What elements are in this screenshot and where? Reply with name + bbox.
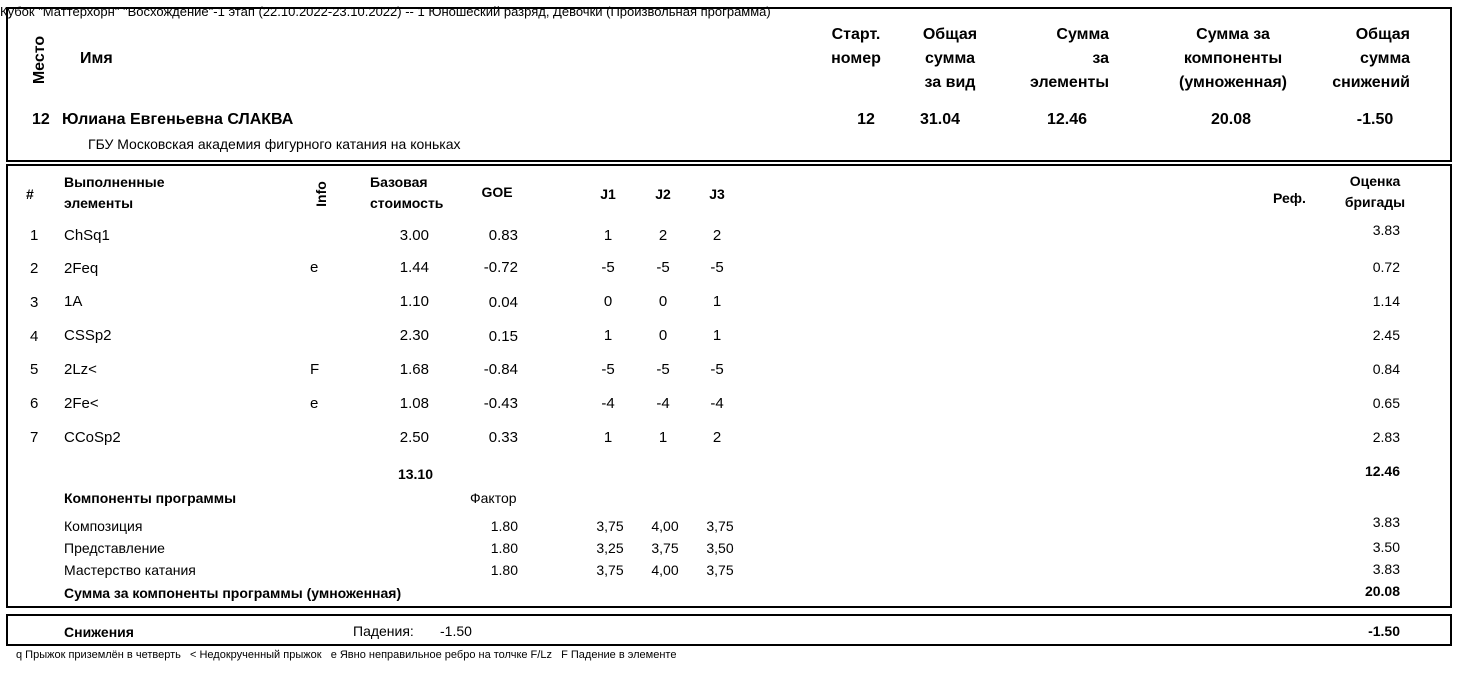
row-base: 3.00 <box>399 227 429 244</box>
falls-label: Падения: <box>353 623 414 639</box>
name-label: Имя <box>80 50 113 67</box>
col-element-header: Выполненные элементы <box>64 174 165 211</box>
component-name: Мастерство катания <box>64 562 196 578</box>
component-j2: 4,00 <box>651 562 679 578</box>
row-goe: -0.84 <box>483 361 518 378</box>
skater-total: 31.04 <box>919 111 961 128</box>
component-score: 3.83 <box>1372 514 1400 530</box>
component-j1: 3,75 <box>596 562 624 578</box>
row-j2: -5 <box>656 361 670 378</box>
component-j1: 3,25 <box>596 540 624 556</box>
component-j3: 3,75 <box>706 562 734 578</box>
row-info: e <box>310 395 319 412</box>
row-goe: 0.33 <box>488 429 518 446</box>
col-info-header: Info <box>313 181 329 207</box>
elements-sum-label: Сумма за элементы <box>1030 26 1109 91</box>
legend: q Прыжок приземлён в четверть < Недокрученный прыжок e Явно неправильное ребро на толчке F/Lz F Падение в элементе <box>16 649 677 661</box>
component-j2: 4,00 <box>651 518 679 534</box>
row-element: 2Fe< <box>64 395 99 412</box>
row-j2: 0 <box>658 293 668 310</box>
row-j3: 2 <box>712 227 722 244</box>
start-no-label: Старт. номер <box>831 26 881 67</box>
component-factor: 1.80 <box>490 540 518 556</box>
row-j1: 1 <box>603 429 613 446</box>
component-j1: 3,75 <box>596 518 624 534</box>
row-num: 6 <box>30 395 39 412</box>
row-j2: -4 <box>656 395 670 412</box>
place-label: Место <box>31 35 48 85</box>
component-j3: 3,50 <box>706 540 734 556</box>
row-element: ChSq1 <box>64 227 110 244</box>
falls-value: -1.50 <box>440 623 472 639</box>
component-factor: 1.80 <box>490 518 518 534</box>
row-score: 3.83 <box>1372 222 1400 238</box>
row-num: 7 <box>30 429 39 446</box>
row-element: 1A <box>64 293 83 310</box>
component-factor: 1.80 <box>490 562 518 578</box>
row-j1: 0 <box>603 293 613 310</box>
row-score: 0.84 <box>1372 361 1400 377</box>
row-j2: 1 <box>658 429 668 446</box>
deductions-sum-label: Общая сумма снижений <box>1332 26 1410 91</box>
row-j1: 1 <box>603 227 613 244</box>
col-j3-header: J3 <box>709 186 725 202</box>
row-j1: -5 <box>601 259 615 276</box>
row-info: F <box>310 361 320 378</box>
row-element: CSSp2 <box>64 327 112 344</box>
row-element: 2Feq <box>64 260 99 277</box>
skater-club: ГБУ Московская академия фигурного катания на коньках <box>88 136 461 152</box>
row-num: 1 <box>30 227 39 244</box>
skater-start-no: 12 <box>857 111 875 128</box>
row-j3: 1 <box>712 293 722 310</box>
elements-score-total: 12.46 <box>1364 463 1400 479</box>
row-num: 5 <box>30 361 39 378</box>
row-base: 1.08 <box>399 395 429 412</box>
row-base: 2.50 <box>399 429 429 446</box>
deductions-total: -1.50 <box>1368 623 1400 639</box>
row-num: 2 <box>30 260 39 277</box>
row-goe: 0.04 <box>488 294 518 311</box>
row-score: 0.65 <box>1372 395 1400 411</box>
skater-components: 20.08 <box>1210 111 1252 128</box>
row-goe: 0.15 <box>488 328 518 345</box>
row-goe: -0.43 <box>483 395 518 412</box>
skater-place: 12 <box>32 111 50 128</box>
event-title: Кубок "Маттерхорн" "Восхождение"-1 этап (22.10.2022-23.10.2022) -- 1 Юношеский разряд, Девочки (Произвольная программа) <box>0 4 771 19</box>
row-num: 3 <box>30 294 39 311</box>
col-goe-header: GOE <box>481 184 513 200</box>
col-score-header: Оценка бригады <box>1344 173 1406 210</box>
components-title: Компоненты программы <box>64 490 237 506</box>
row-info: e <box>310 259 319 276</box>
skater-deductions: -1.50 <box>1356 111 1394 128</box>
deductions-label: Снижения <box>64 624 134 640</box>
row-j2: 2 <box>658 227 668 244</box>
component-j3: 3,75 <box>706 518 734 534</box>
col-j1-header: J1 <box>600 186 616 202</box>
row-element: 2Lz< <box>64 361 97 378</box>
row-base: 1.68 <box>399 361 429 378</box>
row-j3: 1 <box>712 327 722 344</box>
col-base-header: Базовая стоимость <box>370 174 444 211</box>
row-goe: -0.72 <box>483 259 518 276</box>
row-j2: 0 <box>658 327 668 344</box>
component-name: Представление <box>64 540 165 556</box>
row-j1: -5 <box>601 361 615 378</box>
row-j3: -5 <box>710 361 724 378</box>
skater-name: Юлиана Евгеньевна СЛАКВА <box>62 111 294 128</box>
row-score: 2.83 <box>1372 429 1400 445</box>
component-name: Композиция <box>64 518 143 534</box>
row-base: 1.44 <box>399 259 429 276</box>
base-total: 13.10 <box>397 466 433 482</box>
row-score: 2.45 <box>1372 327 1400 343</box>
row-j3: 2 <box>712 429 722 446</box>
row-score: 1.14 <box>1372 293 1400 309</box>
row-j1: 1 <box>603 327 613 344</box>
row-j3: -5 <box>710 259 724 276</box>
row-j3: -4 <box>710 395 724 412</box>
row-base: 1.10 <box>399 293 429 310</box>
row-j1: -4 <box>601 395 615 412</box>
col-ref-header: Реф. <box>1273 190 1306 206</box>
row-base: 2.30 <box>399 327 429 344</box>
components-total-label: Сумма за компоненты программы (умноженная) <box>64 585 402 601</box>
total-label: Общая сумма за вид <box>922 26 978 91</box>
deductions-box <box>6 614 1452 646</box>
component-j2: 3,75 <box>651 540 679 556</box>
component-score: 3.50 <box>1372 539 1400 555</box>
components-total: 20.08 <box>1364 583 1400 599</box>
row-num: 4 <box>30 328 39 345</box>
component-score: 3.83 <box>1372 561 1400 577</box>
skater-elements: 12.46 <box>1046 111 1088 128</box>
col-j2-header: J2 <box>655 186 671 202</box>
row-goe: 0.83 <box>488 227 518 244</box>
factor-label: Фактор <box>470 490 517 506</box>
col-num-header: # <box>26 186 34 202</box>
components-sum-label: Сумма за компоненты (умноженная) <box>1179 26 1287 91</box>
row-j2: -5 <box>656 259 670 276</box>
row-element: CCoSp2 <box>64 429 121 446</box>
row-score: 0.72 <box>1372 259 1400 275</box>
